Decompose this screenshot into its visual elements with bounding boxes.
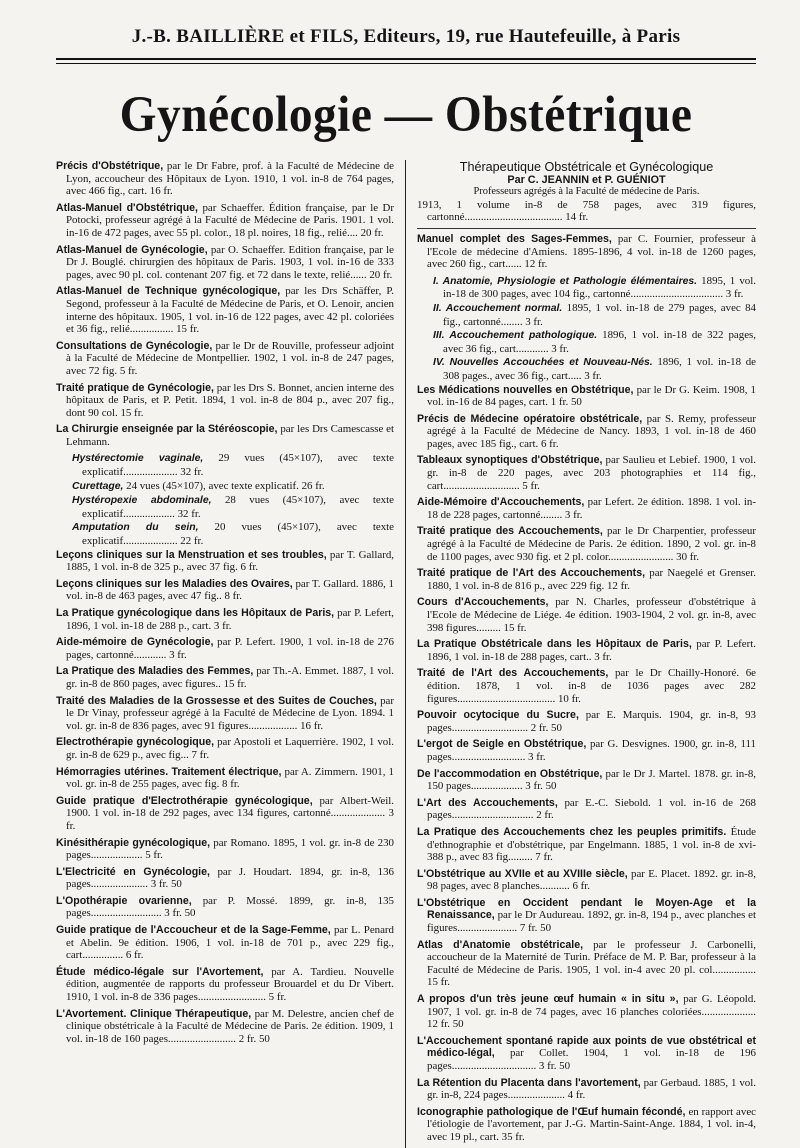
entry-title: Curettage, [72, 480, 124, 492]
entry-title: L'Obstétrique en Occident pendant le Moyen-Age et la Renaissance, [417, 896, 756, 922]
entry-title: Traité de l'Art des Accouchements, [417, 667, 609, 680]
catalog-entry [417, 868, 756, 893]
catalog-entry [56, 578, 394, 603]
entry-text: en rapport avec l'étiologie de l'avortement, par J.-G. Martin-Saint-Ange. 1884, 1 vol. in-4, avec 19 pl., cart. 35 fr. [427, 1105, 756, 1143]
entry-title: La Chirurgie enseignée par la Stéréoscopie, [56, 423, 278, 436]
entry-title: II. Accouchement normal. [433, 302, 563, 314]
entry-title: Aide-mémoire de Gynécologie, [56, 636, 214, 649]
catalog-entry [56, 695, 394, 733]
catalog-entry [417, 1106, 756, 1144]
entry-text: par le Dr G. Keim. 1908, 1 vol. in-16 de 84 pages, cart. 1 fr. 50 [427, 383, 756, 409]
entry-title: Traité pratique des Accouchements, [417, 525, 603, 538]
catalog-entry [417, 667, 756, 705]
entry-text: par Romano. 1895, 1 vol. gr. in-8 de 230 pages................... 5 fr. [66, 836, 394, 862]
entry-title: Manuel complet des Sages-Femmes, [417, 232, 612, 245]
entry-title: Aide-Mémoire d'Accouchements, [417, 496, 585, 509]
entry-text: par L. Penard et Abelin. 9e édition. 1906, 1 vol. in-18 de 701 p., avec 229 fig., cart............... 6 fr. [66, 924, 395, 962]
featured-book-authors: Par C. JEANNIN et P. GUÉNIOT [507, 173, 666, 186]
entry-title: Traité des Maladies de la Grossesse et des Suites de Couches, [56, 694, 377, 707]
entry-text: par le Dr Chailly-Honoré. 6e édition. 1878, 1 vol. in-8 de 1036 pages avec 282 figures.................................... 10 fr. [427, 667, 756, 705]
entry-text: par A. Zimmern. 1901, 1 vol. gr. in-8 de 255 pages, avec fig. 8 fr. [66, 765, 394, 791]
entry-text: par le Dr Vinay, professeur agrégé à la Faculté de Médecine de Lyon. 1894. 1 vol. gr. in-8 de 836 pages, avec 91 figures.................. 16 fr. [66, 694, 394, 732]
entry-text: 1895, 1 vol. in-18 de 279 pages, avec 84 fig., cartonné........ 3 fr. [443, 301, 756, 328]
entry-text: par Saulieu et Lebief. 1900, 1 vol. gr. in-8 de 220 pages, avec 203 photographies et 114 fig., cart............................ 5 fr. [427, 454, 756, 492]
entry-text: par Apostoli et Laquerrière. 1902, 1 vol. gr. in-8 de 629 p., avec fig... 7 fr. [66, 736, 394, 761]
entry-text: par P. Lefert, 1896, 1 vol. in-18 de 288 p., cart. 3 fr. [66, 607, 394, 632]
catalog-entry [417, 738, 756, 763]
entry-title: La Pratique des Maladies des Femmes, [56, 665, 254, 678]
entry-text: par E.-C. Siebold. 1 vol. in-16 de 268 pages.............................. 2 fr. [427, 796, 756, 822]
entry-title: A propos d'un très jeune œuf humain « in situ », [417, 993, 679, 1006]
catalog-entry [417, 567, 756, 592]
entry-title: Atlas-Manuel de Technique gynécologique, [56, 285, 281, 298]
entry-text: par P. Lefert. 1896, 1 vol. in-18 de 288 pages, cart.. 3 fr. [427, 638, 756, 663]
entry-text: 29 vues (45×107), avec texte explicatif.................... 32 fr. [82, 452, 394, 479]
entry-title: La Pratique gynécologique dans les Hôpitaux de Paris, [56, 607, 335, 619]
entry-title: La Rétention du Placenta dans l'avortement, [417, 1076, 641, 1089]
entry-title: La Pratique Obstétricale dans les Hôpitaux de Paris, [417, 638, 692, 651]
entry-title: Pouvoir ocytocique du Sucre, [417, 709, 579, 722]
entry-text: par Schaeffer. Édition française, par le Dr Potocki, professeur agrégé à la Faculté de Médecine de Paris. 1901. 1 vol. in-16 de 472 pages, avec 55 pl. color., 18 pl. noires, 18 fig., relié.... 20 fr. [66, 201, 394, 239]
entry-text: par Collet. 1904, 1 vol. in-18 de 196 pages............................... 3 fr. 50 [427, 1047, 756, 1072]
catalog-entry [56, 736, 394, 761]
catalog-entry [56, 795, 394, 833]
entry-text: par A. Tardieu. Nouvelle édition, augmentée de rapports du professeur Brouardel et du Dr Vibert. 1910, 1 vol. in-8 de 336 pages......................... 5 fr. [66, 965, 394, 1004]
featured-box-rule [417, 228, 756, 229]
entry-title: L'Avortement. Clinique Thérapeutique, [56, 1007, 252, 1020]
entry-text: par P. Mossé. 1899, gr. in-8, 135 pages.......................... 3 fr. 50 [66, 894, 394, 920]
catalog-subentry [56, 452, 394, 478]
right-column [406, 160, 756, 1148]
catalog-entry [56, 636, 394, 661]
featured-book-heading: Thérapeutique Obstétricale et Gynécologique [459, 160, 714, 174]
entry-title: Atlas-Manuel de Gynécologie, [56, 243, 208, 256]
header-rule-thick [56, 58, 756, 60]
entry-text: par S. Remy, professeur agrégé à la Faculté de Médecine de Nancy. 1893, 1 vol. in-18 de 460 pages, avec 185 fig., cart. 6 fr. [427, 412, 756, 450]
catalog-entry [417, 797, 756, 822]
entry-title: Kinésithérapie gynécologique, [56, 836, 211, 849]
catalog-subentry [56, 480, 394, 494]
entry-text: Étude d'ethnographie et d'obstétrique, par Engelmann. 1885, 1 vol. in-8 de xvi-388 p., avec 83 fig......... 7 fr. [427, 825, 756, 864]
entry-title: De l'accommodation en Obstétrique, [417, 767, 603, 780]
entry-text: par G. Léopold. 1907, 1 vol. gr. in-8 de 74 pages, avec 16 planches coloriées.................... 12 fr. 50 [427, 993, 756, 1031]
entry-title: Précis d'Obstétrique, [56, 160, 164, 172]
entry-text: par T. Gallard, 1885, 1 vol. in-8 de 325 p., avec 37 fig. 6 fr. [66, 548, 394, 574]
entry-text: 24 vues (45×107), avec texte explicatif. 26 fr. [126, 479, 325, 492]
catalog-entry [56, 549, 394, 574]
catalog-entry [417, 897, 756, 935]
entry-title: Atlas-Manuel d'Obstétrique, [56, 201, 198, 214]
entry-text: 28 vues (45×107), avec texte explicatif................... 32 fr. [82, 494, 394, 520]
entry-title: Traité pratique de l'Art des Accouchements, [417, 567, 646, 580]
entry-text: par P. Lefert. 1900, 1 vol. in-18 de 276 pages, cartonné............ 3 fr. [66, 636, 394, 661]
entry-title: Consultations de Gynécologie, [56, 339, 213, 352]
entry-text: par le Dr Fabre, prof. à la Faculté de Médecine de Lyon, accoucheur des Hôpitaux de Lyon. 1910, 1 vol. in-8 de 764 pages, avec 466 fig., cart. 16 fr. [66, 160, 394, 198]
catalog-entry [56, 382, 394, 420]
catalog-entry [417, 525, 756, 563]
entry-text: par le Dr J. Martel. 1878. gr. in-8, 150 pages................... 3 fr. 50 [427, 767, 756, 793]
catalog-subentry [417, 356, 756, 382]
catalog-subentry [417, 329, 756, 355]
entry-title: Guide pratique de l'Accoucheur et de la Sage-Femme, [56, 924, 331, 937]
entry-title: Leçons cliniques sur les Maladies des Ovaires, [56, 577, 293, 590]
catalog-entry [417, 1035, 756, 1073]
entry-title: Étude médico-légale sur l'Avortement, [56, 965, 264, 978]
catalog-entry [56, 244, 394, 282]
catalog-entry [417, 638, 756, 663]
entry-title: Iconographie pathologique de l'Œuf humain fécondé, [417, 1105, 686, 1118]
catalog-entry [56, 766, 394, 791]
entry-text: par N. Charles, professeur d'obstétrique à l'Ecole de Médecine de Liége. 4e édition. 1903-1904, 2 vol. gr. in-8, avec 398 figures......... 15 fr. [427, 596, 756, 634]
catalog-entry [56, 607, 394, 632]
entry-text: par E. Marquis. 1904, gr. in-8, 93 pages............................ 2 fr. 50 [427, 709, 756, 734]
catalog-entry [56, 202, 394, 240]
catalog-entry [417, 1077, 756, 1102]
catalog-entry [56, 966, 394, 1004]
entry-text: par le Dr de Rouville, professeur adjoint à la Faculté de Médecine de Montpellier. 1902, 1 vol. in-8 de 247 pages, avec 72 fig. 5 fr. [66, 339, 394, 377]
page-title: Gynécologie — Obstétrique [119, 87, 693, 143]
entry-title: Les Médications nouvelles en Obstétrique, [417, 383, 634, 396]
catalog-entry [56, 837, 394, 862]
catalog-entry [417, 454, 756, 492]
entry-text: par Albert-Weil. 1900. 1 vol. in-18 de 292 pages, avec 134 figures, cartonné.................... 3 fr. [66, 794, 394, 832]
catalog-entry [417, 826, 756, 864]
catalog-entry [417, 939, 756, 989]
entry-text: par T. Gallard. 1886, 1 vol. in-8 de 463 pages, avec 47 fig.. 8 fr. [66, 577, 394, 603]
entry-title: Précis de Médecine opératoire obstétricale, [417, 412, 643, 425]
entry-title: L'ergot de Seigle en Obstétrique, [417, 738, 587, 751]
catalog-subentry [56, 521, 394, 547]
entry-title: L'Art des Accouchements, [417, 796, 558, 809]
entry-text: 1895, 1 vol. in-18 de 300 pages, avec 104 fig., cartonné.................................. 3 fr. [443, 274, 756, 301]
catalog-entry [417, 596, 756, 634]
entry-title: L'Electricité en Gynécologie, [56, 865, 210, 878]
entry-text: par O. Schaeffer. Edition française, par le Dr J. Bouglé. chirurgien des hôpitaux de Paris. 1903, 1 vol. in-16 de 333 pages, avec 90 pl. col. contenant 207 fig. et 72 dans le texte, relié...... 20 fr. [66, 243, 394, 281]
entry-text: par E. Placet. 1892. gr. in-8, 98 pages, avec 8 planches........... 6 fr. [427, 867, 756, 893]
catalog-entry [56, 160, 394, 198]
catalog-entry [417, 413, 756, 451]
entry-title: Tableaux synoptiques d'Obstétrique, [417, 454, 603, 467]
catalog-entry [56, 423, 394, 448]
entry-text: par le Dr Charpentier, professeur agrégé à la Faculté de Médecine de Paris. 2e édition. 1890, 2 vol. gr. in-8 de 1100 pages, avec 930 fig. et 2 pl. color........................ 30 fr. [427, 525, 756, 563]
entry-title: Leçons cliniques sur la Menstruation et ses troubles, [56, 548, 327, 561]
entry-title: L'Opothérapie ovarienne, [56, 894, 192, 907]
entry-text: 1896, 1 vol. in-18 de 322 pages, avec 36 fig., cart............ 3 fr. [443, 329, 756, 355]
entry-text: par les Drs Schäffer, P. Segond, professeur à la Faculté de Médecine de Paris, et O. Lenoir, ancien interne des hôpitaux. 1905, 1 vol. in-16 de 122 pages, avec 42 pl. coloriées et 36 fig., relié................ 15 fr. [66, 285, 394, 336]
entry-text: par les Drs S. Bonnet, ancien interne des hôpitaux de Paris, et P. Petit. 1894, 1 vol. in-8 de 804 p., avec 207 fig., dont 90 col. 15 fr. [66, 381, 394, 419]
entry-title: I. Anatomie, Physiologie et Pathologie élémentaires. [433, 275, 698, 287]
right-column-entries [417, 233, 756, 1144]
entry-title: Atlas d'Anatomie obstétricale, [417, 938, 584, 951]
catalog-entry [56, 285, 394, 335]
entry-text: par Th.-A. Emmet. 1887, 1 vol. gr. in-8 de 860 pages, avec figures.. 15 fr. [66, 665, 394, 690]
featured-book-details: 1913, 1 volume in-8 de 758 pages, avec 319 figures, cartonné.................................... 14 fr. [417, 198, 756, 224]
catalog-entry [417, 709, 756, 734]
entry-text: 20 vues (45×107), avec texte explicatif.................... 22 fr. [82, 521, 394, 548]
catalog-entry [417, 768, 756, 793]
publisher-header: J.-B. BAILLIÈRE et FILS, Editeurs, 19, rue Hautefeuille, à Paris [131, 26, 681, 47]
catalog-subentry [417, 302, 756, 328]
catalog-entry [417, 384, 756, 409]
entry-title: La Pratique des Accouchements chez les peuples primitifs. [417, 825, 727, 838]
entry-text: par le Dr Audureau. 1892, gr. in-8, 194 p., avec planches et figures...................... 7 fr. 50 [427, 909, 756, 935]
entry-text: par C. Fournier, professeur à l'Ecole de médecine d'Amiens. 1895-1896, 4 vol. in-18 de 1260 pages, avec 260 fig., cart...... 12 fr. [427, 232, 756, 271]
entry-title: IV. Nouvelles Accouchées et Nouveau-Nés. [433, 357, 653, 369]
entry-text: par M. Delestre, ancien chef de clinique obstétricale à la Faculté de Médecine de Paris. 2e édition. 1909, 1 vol. in-18 de 160 pages......................... 2 fr. 50 [66, 1007, 394, 1045]
entry-title: L'Accouchement spontané rapide aux points de vue obstétrical et médico-légal, [417, 1034, 756, 1060]
catalog-subentry [417, 275, 756, 301]
entry-text: par G. Desvignes. 1900, gr. in-8, 111 pages........................... 3 fr. [427, 738, 756, 763]
catalog-entry [417, 496, 756, 521]
catalog-entry [56, 924, 394, 962]
featured-book-note: Professeurs agrégés à la Faculté de médecine de Paris. [473, 186, 700, 198]
entry-title: Cours d'Accouchements, [417, 596, 549, 609]
catalog-entry [417, 233, 756, 271]
left-column [56, 160, 406, 1148]
header-rule-thin [56, 63, 756, 64]
catalog-entry [417, 993, 756, 1031]
entry-title: Hémorragies utérines. Traitement électrique, [56, 765, 282, 778]
entry-title: Amputation du sein, [72, 522, 199, 534]
catalog-entry [56, 665, 394, 690]
entry-title: L'Obstétrique au XVIIe et au XVIIIe siècle, [417, 867, 628, 880]
catalog-entry [56, 1008, 394, 1046]
catalog-subentry [56, 494, 394, 520]
entry-title: Guide pratique d'Electrothérapie gynécologique, [56, 794, 313, 807]
entry-text: par J. Houdart. 1894, gr. in-8, 136 pages..................... 3 fr. 50 [66, 865, 394, 891]
catalog-entry [56, 340, 394, 378]
entry-text: par Lefert. 2e édition. 1898. 1 vol. in-18 de 228 pages, cartonné........ 3 fr. [427, 496, 756, 521]
entry-text: par Naegelé et Grenser. 1880, 1 vol. in-8 de 816 p., avec 229 fig. 12 fr. [427, 567, 756, 592]
entry-text: par les Drs Camescasse et Lehmann. [66, 423, 394, 448]
catalog-entry [56, 895, 394, 920]
entry-text: par le professeur J. Carbonelli, accoucheur de la Maternité de Turin. Préface de M. P. Bar, professeur à la Faculté de Médecine de Paris. 1905, 1 vol. in-4 avec 20 pl. col................ 15 fr. [427, 938, 756, 989]
entry-text: par Gerbaud. 1885, 1 vol. gr. in-8, 224 pages..................... 4 fr. [427, 1076, 756, 1102]
entry-text: 1896, 1 vol. in-18 de 308 pages., avec 36 fig., cart..... 3 fr. [443, 356, 756, 382]
entry-title: Hystérectomie vaginale, [72, 453, 204, 465]
featured-book-box [417, 161, 756, 229]
catalog-entry [56, 866, 394, 891]
entry-title: Electrothérapie gynécologique, [56, 736, 215, 749]
entry-title: Traité pratique de Gynécologie, [56, 381, 214, 394]
catalog-columns [56, 160, 756, 1148]
entry-title: III. Accouchement pathologique. [433, 330, 598, 342]
entry-title: Hystéropexie abdominale, [72, 495, 212, 507]
